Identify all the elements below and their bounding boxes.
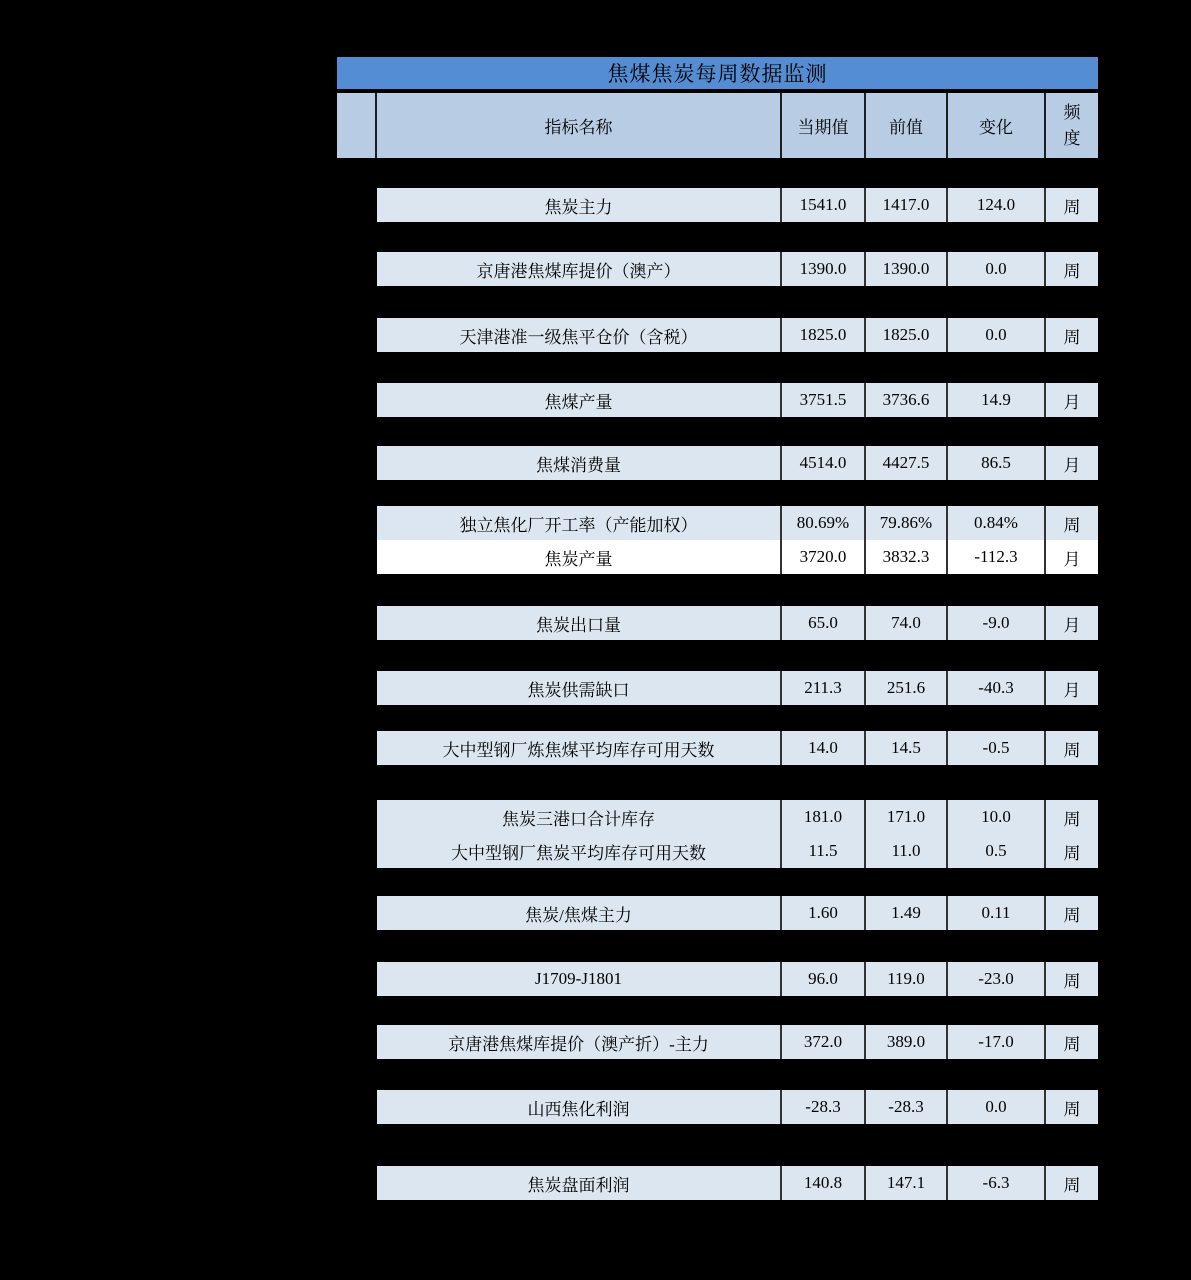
- table-row: [377, 252, 1098, 286]
- cell-frequency: 周: [1063, 1099, 1081, 1119]
- cell-change: 0.11: [948, 896, 1046, 930]
- table-header-row: [337, 93, 1098, 158]
- cell-indicator: 天津港准一级焦平仓价（含税）: [377, 318, 782, 352]
- cell-change: 10.0: [948, 800, 1046, 834]
- cell-previous: 11.0: [866, 834, 948, 868]
- table-row: [377, 896, 1098, 930]
- cell-change: 0.0: [948, 318, 1046, 352]
- cell-frequency: 月: [1063, 549, 1081, 569]
- cell-current: 372.0: [782, 1025, 866, 1059]
- cell-previous: 171.0: [866, 800, 948, 834]
- cell-current: 181.0: [782, 800, 866, 834]
- cell-frequency: 周: [1063, 261, 1081, 281]
- cell-indicator: 焦煤产量: [377, 383, 782, 417]
- table-row-block: [377, 1025, 1098, 1059]
- cell-previous: 119.0: [866, 962, 948, 996]
- cell-frequency: 周: [1063, 905, 1081, 925]
- cell-change: 124.0: [948, 188, 1046, 222]
- cell-previous: 389.0: [866, 1025, 948, 1059]
- cell-previous: 74.0: [866, 606, 948, 640]
- cell-change: 14.9: [948, 383, 1046, 417]
- table-row-block: [377, 1166, 1098, 1200]
- cell-frequency: 周: [1063, 327, 1081, 347]
- cell-previous: 147.1: [866, 1166, 948, 1200]
- cell-frequency: 月: [1063, 392, 1081, 412]
- cell-current: 96.0: [782, 962, 866, 996]
- header-cell-indicator: 指标名称: [377, 93, 782, 158]
- cell-indicator: 焦炭产量: [377, 540, 782, 574]
- cell-previous: 1825.0: [866, 318, 948, 352]
- table-row: [377, 800, 1098, 834]
- cell-change: -17.0: [948, 1025, 1046, 1059]
- table-row: [377, 383, 1098, 417]
- cell-current: 1541.0: [782, 188, 866, 222]
- table-row-block: [377, 318, 1098, 352]
- table-row: [377, 834, 1098, 868]
- cell-change: -0.5: [948, 731, 1046, 765]
- cell-current: -28.3: [782, 1090, 866, 1124]
- cell-current: 211.3: [782, 671, 866, 705]
- cell-previous: 79.86%: [866, 506, 948, 540]
- cell-previous: 4427.5: [866, 446, 948, 480]
- table-row-block: [377, 731, 1098, 765]
- cell-change: 0.5: [948, 834, 1046, 868]
- header-cell-change: 变化: [948, 93, 1046, 158]
- cell-indicator: 焦炭供需缺口: [377, 671, 782, 705]
- cell-frequency: 月: [1063, 615, 1081, 635]
- cell-change: -40.3: [948, 671, 1046, 705]
- cell-current: 11.5: [782, 834, 866, 868]
- cell-indicator: 焦炭出口量: [377, 606, 782, 640]
- cell-change: -112.3: [948, 540, 1046, 574]
- cell-current: 14.0: [782, 731, 866, 765]
- cell-indicator: 焦炭盘面利润: [377, 1166, 782, 1200]
- cell-frequency: 周: [1063, 843, 1081, 863]
- cell-current: 4514.0: [782, 446, 866, 480]
- table-row-block: [377, 896, 1098, 930]
- cell-current: 65.0: [782, 606, 866, 640]
- table-row-block: [377, 383, 1098, 417]
- cell-current: 1.60: [782, 896, 866, 930]
- cell-frequency: 周: [1063, 1034, 1081, 1054]
- table-title: 焦煤焦炭每周数据监测: [607, 62, 828, 86]
- cell-change: 0.84%: [948, 506, 1046, 540]
- cell-current: 80.69%: [782, 506, 866, 540]
- cell-indicator: 山西焦化利润: [377, 1090, 782, 1124]
- cell-previous: 14.5: [866, 731, 948, 765]
- table-row-block: [377, 1090, 1098, 1124]
- cell-indicator: 焦炭主力: [377, 188, 782, 222]
- cell-previous: 1390.0: [866, 252, 948, 286]
- cell-change: 0.0: [948, 252, 1046, 286]
- cell-frequency: 周: [1063, 1175, 1081, 1195]
- table-row: [377, 1025, 1098, 1059]
- table-row: [377, 188, 1098, 222]
- cell-indicator: 京唐港焦煤库提价（澳产折）-主力: [377, 1025, 782, 1059]
- cell-current: 140.8: [782, 1166, 866, 1200]
- table-row: [377, 731, 1098, 765]
- cell-current: 3720.0: [782, 540, 866, 574]
- table-row: [377, 962, 1098, 996]
- cell-previous: 1.49: [866, 896, 948, 930]
- cell-previous: 3832.3: [866, 540, 948, 574]
- table-row-block: [377, 671, 1098, 705]
- cell-frequency: 周: [1063, 515, 1081, 535]
- table-row: [377, 446, 1098, 480]
- cell-frequency: 周: [1063, 809, 1081, 829]
- header-cell-current: 当期值: [782, 93, 866, 158]
- cell-indicator: 大中型钢厂焦炭平均库存可用天数: [377, 834, 782, 868]
- cell-previous: -28.3: [866, 1090, 948, 1124]
- header-cell-frequency: 频度: [1063, 102, 1081, 148]
- table-row-block: [377, 606, 1098, 640]
- table-row: [377, 1090, 1098, 1124]
- table-row: [377, 318, 1098, 352]
- cell-current: 1390.0: [782, 252, 866, 286]
- table-row: [377, 606, 1098, 640]
- cell-change: -6.3: [948, 1166, 1046, 1200]
- cell-indicator: 大中型钢厂炼焦煤平均库存可用天数: [377, 731, 782, 765]
- table-row-block: [377, 506, 1098, 574]
- cell-previous: 1417.0: [866, 188, 948, 222]
- table-row-block: [377, 188, 1098, 222]
- table-row-block: [377, 446, 1098, 480]
- table-row-block: [377, 800, 1098, 868]
- table-row: [377, 671, 1098, 705]
- cell-indicator: 焦煤消费量: [377, 446, 782, 480]
- cell-frequency: 周: [1063, 740, 1081, 760]
- cell-indicator: 独立焦化厂开工率（产能加权）: [377, 506, 782, 540]
- table-row: [377, 540, 1098, 574]
- table-row: [377, 506, 1098, 540]
- table-row-block: [377, 252, 1098, 286]
- table-row-block: [377, 962, 1098, 996]
- cell-frequency: 周: [1063, 971, 1081, 991]
- cell-current: 1825.0: [782, 318, 866, 352]
- cell-change: -9.0: [948, 606, 1046, 640]
- cell-previous: 251.6: [866, 671, 948, 705]
- header-cell-corner: [337, 93, 377, 158]
- cell-change: 0.0: [948, 1090, 1046, 1124]
- table-title-bar: [337, 57, 1098, 91]
- cell-indicator: 焦炭三港口合计库存: [377, 800, 782, 834]
- cell-current: 3751.5: [782, 383, 866, 417]
- cell-indicator: J1709-J1801: [377, 962, 782, 996]
- cell-indicator: 焦炭/焦煤主力: [377, 896, 782, 930]
- cell-frequency: 月: [1063, 455, 1081, 475]
- cell-frequency: 月: [1063, 680, 1081, 700]
- cell-change: -23.0: [948, 962, 1046, 996]
- cell-change: 86.5: [948, 446, 1046, 480]
- table-row: [377, 1166, 1098, 1200]
- cell-previous: 3736.6: [866, 383, 948, 417]
- header-cell-previous: 前值: [866, 93, 948, 158]
- cell-indicator: 京唐港焦煤库提价（澳产）: [377, 252, 782, 286]
- cell-frequency: 周: [1063, 197, 1081, 217]
